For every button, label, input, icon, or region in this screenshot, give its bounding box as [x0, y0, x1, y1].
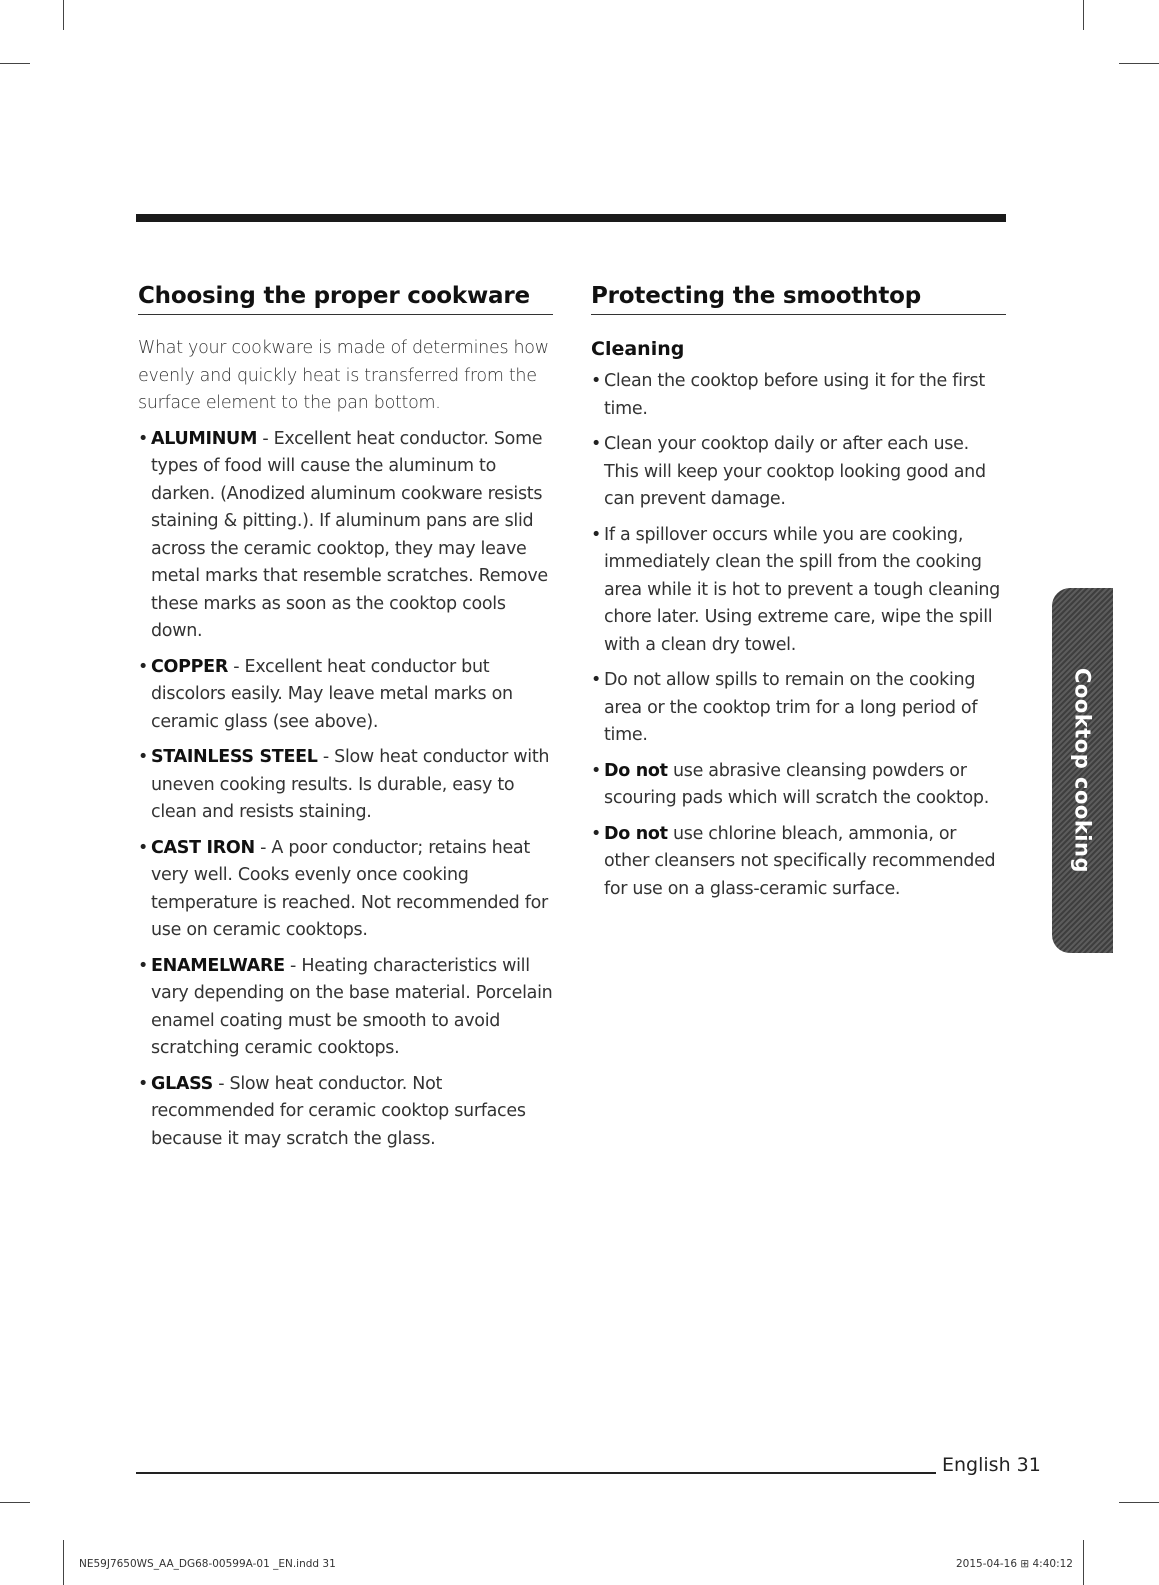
item-term: COPPER	[151, 656, 229, 677]
crop-mark	[1083, 1540, 1084, 1585]
list-item	[591, 758, 1006, 813]
footer-rule	[136, 1472, 936, 1474]
crop-mark	[1119, 1502, 1159, 1503]
item-text: - Excellent heat conductor. Some types of food will cause the aluminum to darken. (Anodized aluminum cookware resists staining & pitting.). If aluminum pans are slid across the ceramic cooktop, they may leave metal marks that resemble scratches. Remove these marks as soon as the cooktop cools down.	[151, 428, 548, 641]
crop-mark	[63, 0, 64, 30]
intro-paragraph: What your cookware is made of determines how evenly and quickly heat is transferred from the surface element to the pan bottom.	[138, 338, 549, 413]
list-item	[138, 426, 553, 646]
list-item	[591, 368, 1006, 423]
item-text: - Slow heat conductor with uneven cooking results. Is durable, easy to clean and resists staining.	[151, 747, 550, 822]
bullet-icon: •	[591, 670, 602, 690]
bullet-icon: •	[591, 524, 602, 545]
bullet-icon: •	[138, 428, 149, 449]
bullet-icon: •	[138, 1073, 149, 1094]
item-text: use chlorine bleach, ammonia, or other cleansers not specifically recommended for use on a glass-ceramic surface.	[604, 823, 996, 899]
item-term: Do not	[604, 823, 668, 844]
cookware-list	[138, 426, 553, 1154]
bullet-icon: •	[138, 747, 149, 767]
chapter-tab-label: Cooktop cooking	[1070, 668, 1095, 873]
cleaning-list	[591, 368, 1006, 903]
page-number: English 31	[942, 1454, 1041, 1476]
crop-mark	[63, 1540, 64, 1585]
item-text: use abrasive cleansing powders or scouring pads which will scratch the cooktop.	[604, 760, 989, 808]
item-term: STAINLESS STEEL	[151, 747, 318, 767]
item-term: Do not	[604, 760, 668, 781]
bullet-icon: •	[591, 823, 602, 844]
list-item	[591, 667, 1006, 750]
crop-mark	[1083, 0, 1084, 30]
list-item	[138, 953, 553, 1063]
item-text: Do not allow spills to remain on the cooking area or the cooktop trim for a long period of time.	[604, 670, 978, 745]
bullet-icon: •	[138, 656, 149, 677]
crop-mark	[0, 1502, 30, 1503]
item-text: - Heating characteristics will vary depending on the base material. Porcelain enamel coating must be smooth to avoid scratching ceramic cooktops.	[151, 955, 553, 1058]
smoothtop-section	[591, 283, 1006, 903]
item-text: Clean the cooktop before using it for the first time.	[604, 371, 985, 419]
list-item	[591, 821, 1006, 904]
item-text: - Excellent heat conductor but discolors easily. May leave metal marks on ceramic glass (see above).	[151, 656, 513, 732]
item-text: - A poor conductor; retains heat very well. Cooks evenly once cooking temperature is reached. Not recommended for use on ceramic cooktops.	[151, 837, 548, 940]
item-text: - Slow heat conductor. Not recommended for ceramic cooktop surfaces because it may scratch the glass.	[151, 1073, 526, 1149]
list-item	[591, 522, 1006, 660]
bullet-icon: •	[591, 371, 602, 391]
list-item	[138, 835, 553, 945]
list-item	[138, 744, 553, 827]
print-file-slug: NE59J7650WS_AA_DG68-00599A-01 _EN.indd 31	[79, 1558, 336, 1570]
item-text: If a spillover occurs while you are cooking, immediately clean the spill from the cooking area while it is hot to prevent a tough cleaning chore later. Using extreme care, wipe the spill with a clean dry towel.	[604, 524, 1000, 655]
crop-mark	[1119, 63, 1159, 64]
crop-mark	[0, 63, 30, 64]
list-item	[138, 1071, 553, 1154]
bullet-icon: •	[138, 955, 149, 976]
item-term: CAST IRON	[151, 837, 255, 858]
chapter-tab	[1052, 588, 1113, 953]
list-item	[591, 431, 1006, 514]
item-term: ENAMELWARE	[151, 955, 285, 976]
bullet-icon: •	[591, 434, 602, 454]
cleaning-subheading: Cleaning	[591, 338, 685, 360]
item-term: ALUMINUM	[151, 428, 258, 449]
section-heading: Protecting the smoothtop	[591, 283, 1006, 315]
section-heading: Choosing the proper cookware	[138, 283, 553, 315]
print-timestamp: 2015-04-16 ⊞ 4:40:12	[956, 1558, 1073, 1570]
bullet-icon: •	[138, 837, 149, 858]
list-item	[138, 654, 553, 737]
item-term: GLASS	[151, 1073, 213, 1094]
cookware-section	[138, 283, 553, 1153]
item-text: Clean your cooktop daily or after each use. This will keep your cooktop looking good and can prevent damage.	[604, 434, 986, 509]
bullet-icon: •	[591, 760, 602, 781]
header-rule	[136, 214, 1006, 222]
